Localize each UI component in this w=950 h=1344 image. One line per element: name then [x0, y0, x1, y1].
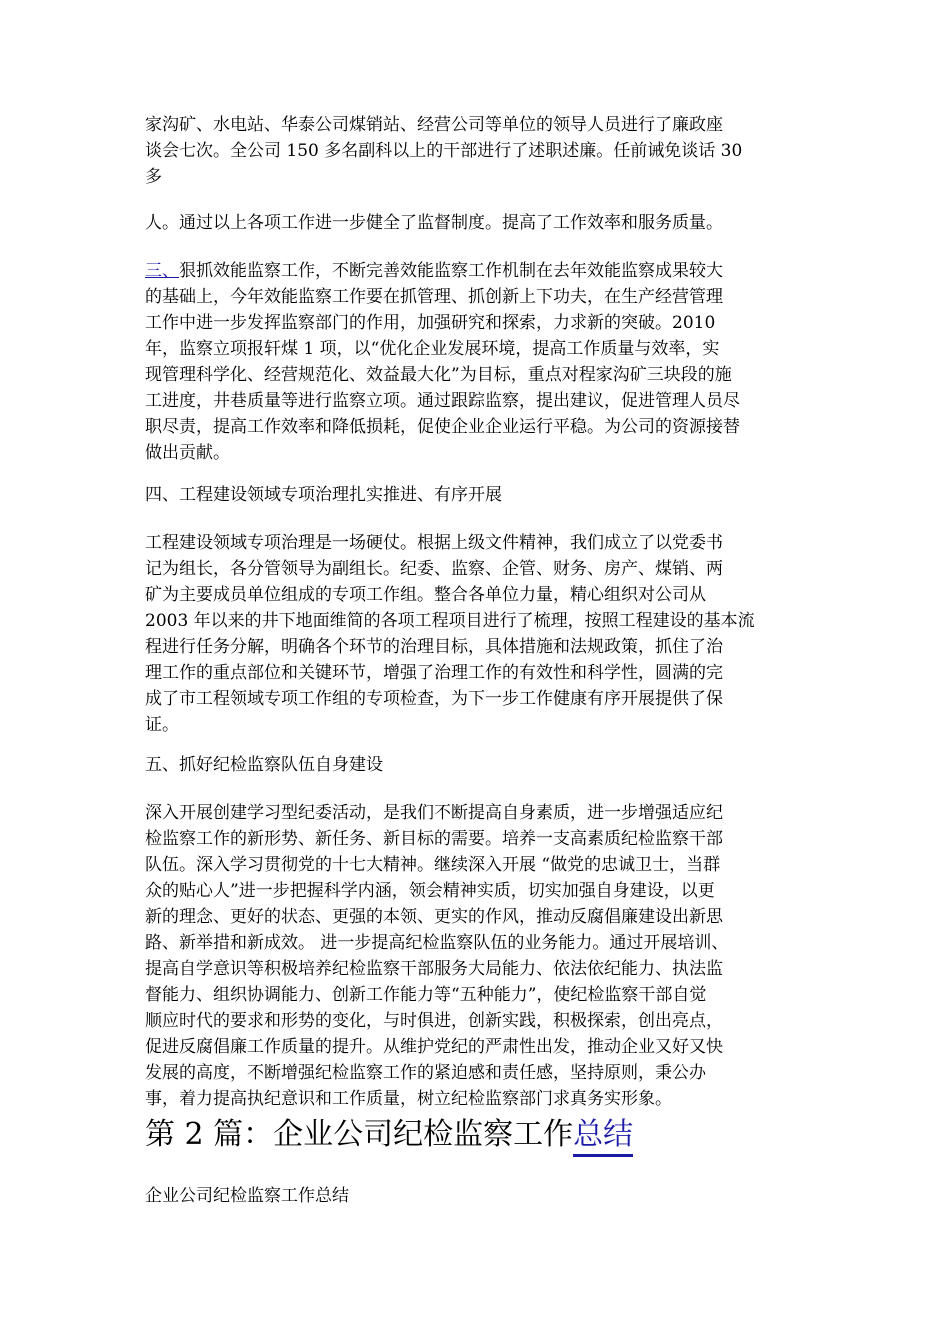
text-line: 现管理科学化、经营规范化、效益最大化”为目标，重点对程家沟矿三块段的施 [145, 365, 732, 385]
section-heading-4 [145, 482, 805, 508]
text-line: 多 [145, 167, 162, 187]
text-line: 路、新举措和新成效。 进一步提高纪检监察队伍的业务能力。通过开展培训、 [145, 933, 729, 953]
text-line: 证。 [145, 715, 179, 735]
text-line: 深入开展创建学习型纪委活动，是我们不断提高自身素质，进一步增强适应纪 [145, 803, 723, 823]
section-heading-5 [145, 752, 805, 778]
text-line: 工程建设领域专项治理是一场硬仗。根据上级文件精神，我们成立了以党委书 [145, 533, 723, 553]
paragraph-1 [145, 112, 805, 190]
text-line: 成了市工程领域专项工作组的专项检查，为下一步工作健康有序开展提供了保 [145, 689, 723, 709]
chapter-title [145, 1115, 633, 1155]
text-line [145, 258, 805, 284]
paragraph-4 [145, 530, 805, 738]
section-link[interactable]: 三、 [145, 261, 179, 281]
text-line: 顺应时代的要求和形势的变化，与时俱进，创新实践，积极探索，创出亮点， [145, 1011, 723, 1031]
text-line: 家沟矿、水电站、华泰公司煤销站、经营公司等单位的领导人员进行了廉政座 [145, 115, 723, 135]
text-line: 2003 年以来的井下地面维简的各项工程项目进行了梳理，按照工程建设的基本流 [145, 611, 755, 631]
text-line: 工作中进一步发挥监察部门的作用，加强研究和探索，力求新的突破。2010 [145, 313, 716, 333]
paragraph-5 [145, 800, 805, 1112]
text-line: 队伍。深入学习贯彻党的十七大精神。继续深入开展 “做党的忠诚卫士，当群 [145, 855, 721, 875]
title-link[interactable]: 总结 [573, 1117, 633, 1157]
text-line: 记为组长，各分管领导为副组长。纪委、监察、企管、财务、房产、煤销、两 [145, 559, 723, 579]
text-line: 提高自学意识等积极培养纪检监察干部服务大局能力、依法依纪能力、执法监 [145, 959, 723, 979]
text-line: 职尽责，提高工作效率和降低损耗，促使企业企业运行平稳。为公司的资源接替 [145, 417, 740, 437]
text-line: 工进度，井巷质量等进行监察立项。通过跟踪监察，提出建议，促进管理人员尽 [145, 391, 740, 411]
text-line: 做出贡献。 [145, 443, 230, 463]
text-line: 众的贴心人”进一步把握科学内涵，领会精神实质，切实加强自身建设，以更 [145, 881, 715, 901]
text-line: 程进行任务分解，明确各个环节的治理目标，具体措施和法规政策，抓住了治 [145, 637, 723, 657]
text-line: 的基础上，今年效能监察工作要在抓管理、抓创新上下功夫，在生产经营管理 [145, 287, 723, 307]
text-line: 事，着力提高执纪意识和工作质量，树立纪检监察部门求真务实形象。 [145, 1089, 672, 1109]
text-line: 理工作的重点部位和关键环节，增强了治理工作的有效性和科学性，圆满的完 [145, 663, 723, 683]
text-line: 检监察工作的新形势、新任务、新目标的需要。培养一支高素质纪检监察干部 [145, 829, 723, 849]
text-line: 谈会七次。全公司 150 多名副科以上的干部进行了述职述廉。任前诫免谈话 30 [145, 141, 743, 161]
chapter-subtitle: 企业公司纪检监察工作总结 [145, 1186, 349, 1206]
text-line: 促进反腐倡廉工作质量的提升。从维护党纪的严肃性出发，推动企业又好又快 [145, 1037, 723, 1057]
text-line: 五、抓好纪检监察队伍自身建设 [145, 755, 383, 775]
text-line: 发展的高度，不断增强纪检监察工作的紧迫感和责任感，坚持原则，秉公办 [145, 1063, 706, 1083]
text-line: 四、工程建设领域专项治理扎实推进、有序开展 [145, 485, 502, 505]
text-line: 督能力、组织协调能力、创新工作能力等“五种能力”，使纪检监察干部自觉 [145, 985, 707, 1005]
paragraph-2 [145, 210, 805, 236]
paragraph-3 [145, 258, 805, 466]
title-text: 第 2 篇：企业公司纪检监察工作 [145, 1117, 574, 1152]
text-line: 年，监察立项报轩煤 1 项，以“优化企业发展环境，提高工作质量与效率，实 [145, 339, 720, 359]
text-line: 矿为主要成员单位组成的专项工作组。整合各单位力量，精心组织对公司从 [145, 585, 706, 605]
text-line: 人。通过以上各项工作进一步健全了监督制度。提高了工作效率和服务质量。 [145, 213, 723, 233]
text-segment: 狠抓效能监察工作，不断完善效能监察工作机制在去年效能监察成果较大 [179, 261, 723, 281]
text-line: 新的理念、更好的状态、更强的本领、更实的作风，推动反腐倡廉建设出新思 [145, 907, 723, 927]
